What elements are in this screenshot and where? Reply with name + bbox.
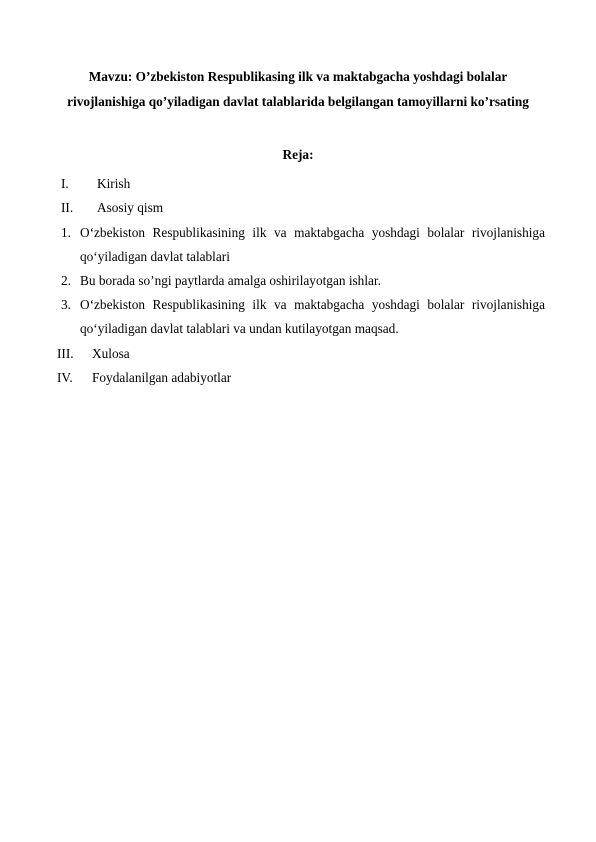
plan-item-marker: IV.	[57, 370, 73, 385]
document-title-line-2: rivojlanishiga qo’yiladigan davlat talablarida belgilangan tamoyillarni ko’rsating	[67, 94, 529, 109]
plan-item-marker: II.	[61, 200, 74, 215]
plan-item-label: Kirish	[97, 176, 131, 191]
plan-item-marker: I.	[61, 176, 69, 191]
plan-item-label: Asosiy qism	[97, 200, 164, 215]
plan-item-label: Xulosa	[92, 346, 130, 361]
plan-subitem-text-line-1: O‘zbekiston Respublikasining ilk va maktabgacha yoshdagi bolalar rivojlanishiga	[80, 225, 545, 240]
plan-item-marker: III.	[57, 346, 74, 361]
plan-heading: Reja:	[282, 147, 314, 162]
plan-subitem-marker: 1.	[61, 225, 71, 240]
plan-subitem-text-line-2: qo‘yiladigan davlat talablari va undan kutilayotgan maqsad.	[80, 321, 399, 336]
plan-subitem-text-line-1: O‘zbekiston Respublikasining ilk va maktabgacha yoshdagi bolalar rivojlanishiga	[80, 297, 545, 312]
plan-subitem-text-line-2: qo‘yiladigan davlat talablari	[80, 249, 230, 264]
plan-subitem-marker: 2.	[61, 273, 71, 288]
plan-subitem-marker: 3.	[61, 297, 71, 312]
plan-subitem-text-line-1: Bu borada so’ngi paytlarda amalga oshirilayotgan ishlar.	[80, 273, 381, 288]
document-title-line-1: Mavzu: O’zbekiston Respublikasing ilk va maktabgacha yoshdagi bolalar	[88, 69, 508, 84]
plan-item-label: Foydalanilgan adabiyotlar	[92, 370, 232, 385]
